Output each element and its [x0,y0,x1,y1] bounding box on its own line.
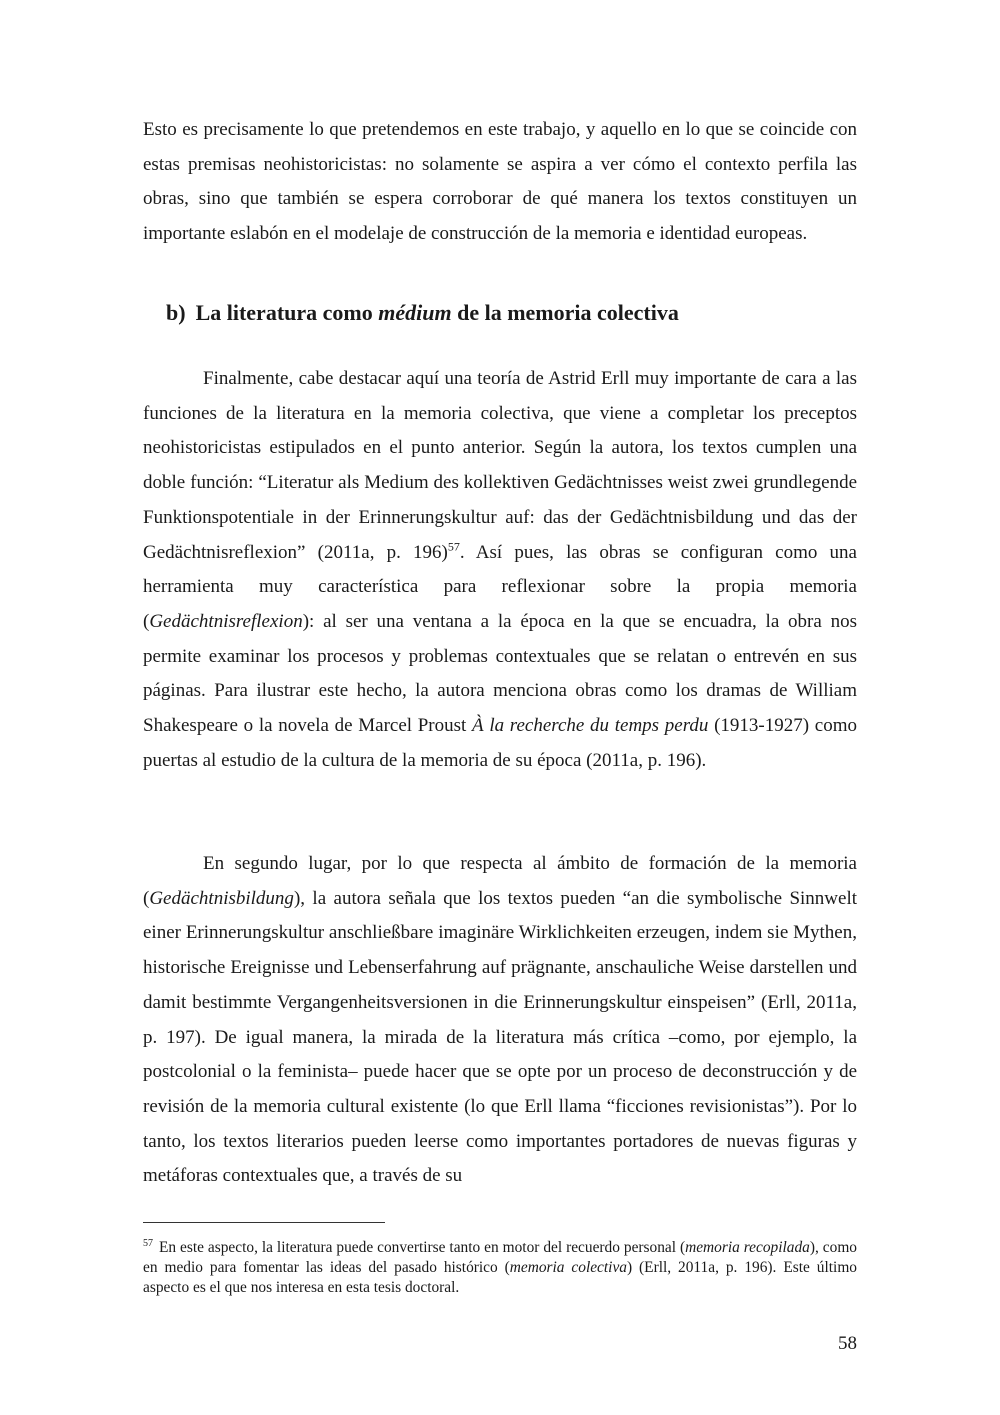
paragraph-text: . Así pues, las obras se configuran como una herramienta muy característica para reflexionar sobre la propia memoria ( [143,541,857,632]
footnote-text: ), como en medio para fomentar las ideas del pasado histórico ( [143,1239,857,1276]
italic-term: Gedächtnisreflexion [149,610,303,632]
body-paragraph-2 [143,362,857,778]
footnote [143,1238,857,1298]
page-number: 58 [838,1333,857,1354]
paragraph-text: ): al ser una ventana a la época en la que se encuadra, la obra nos permite examinar los procesos y problemas contextuales que se relatan o entrevén en sus páginas. Para ilustrar este hecho, la autora menciona obras como los dramas de William Shakespeare o la novela de Marcel Proust [143,610,857,737]
heading-italic: médium [378,300,452,325]
paragraph-text: ), la autora señala que los textos pueden “an die symbolische Sinnwelt einer Erinnerungskultur anschließbare imaginäre Wirklichkeiten erzeugen, indem sie Mythen, historische Ereignisse und Lebenserfahrung auf prägnante, anschauliche Weise darstellen und damit bestimmte Vergangenheitsversionen in die Erinnerungskultur einspeisen” (Erll, 2011a, p. 197). De igual manera, la mirada de la literatura más crítica –como, por ejemplo, la postcolonial o la feminista– puede hacer que se opte por un proceso de deconstrucción y de revisión de la memoria cultural existente (lo que Erll llama “ficciones revisionistas”). Por lo tanto, los textos literarios pueden leerse como importantes portadores de nuevas figuras y metáforas contextuales que, a través de su [143,887,857,1187]
footnote-mark: 57 [143,1237,153,1249]
paragraph-text: Finalmente, cabe destacar aquí una teoría de Astrid Erll muy importante de cara a las funciones de la literatura en la memoria colectiva, que viene a completar los preceptos neohistoricistas estipulados en el punto anterior. Según la autora, los textos cumplen una doble función: “Literatur als Medium des kollektiven Gedächtnisses weist zwei grundlegende Funktionspotentiale in der Erinnerungskultur auf: das der Gedächtnisbildung und das der Gedächtnisreflexion” (2011a, p. 196) [143,368,857,563]
heading-text: La literatura como [195,300,379,325]
heading-text-end: de la memoria colectiva [451,300,679,325]
section-heading [166,296,679,330]
paragraph-text: Esto es precisamente lo que pretendemos en este trabajo, y aquello en lo que se coincide con estas premisas neohistoricistas: no solamente se aspira a ver cómo el contexto perfila las obras, sino que también se espera corroborar de qué manera los textos constituyen un importante eslabón en el modelaje de construcción de la memoria e identidad europeas. [143,119,857,245]
italic-title: À la recherche du temps perdu [472,715,709,737]
footnote-italic: memoria recopilada [685,1239,810,1256]
footnote-reference[interactable]: 57 [447,539,460,554]
body-paragraph-1 [143,113,857,252]
italic-term: Gedächtnisbildung [149,887,294,909]
footnote-text: ) (Erll, 2011a, p. 196). Este último aspecto es el que nos interesa en esta tesis doctoral. [143,1259,857,1296]
paragraph-text: En segundo lugar, por lo que respecta al ámbito de formación de la memoria ( [143,853,857,909]
heading-label: b) [166,300,186,325]
footnote-italic: memoria colectiva [509,1259,627,1276]
paragraph-text: (1913-1927) como puertas al estudio de la cultura de la memoria de su época (2011a, p. 196). [143,715,857,771]
footnote-divider [143,1222,385,1223]
footnote-text: En este aspecto, la literatura puede convertirse tanto en motor del recuerdo personal ( [159,1239,686,1256]
body-paragraph-3 [143,847,857,1194]
